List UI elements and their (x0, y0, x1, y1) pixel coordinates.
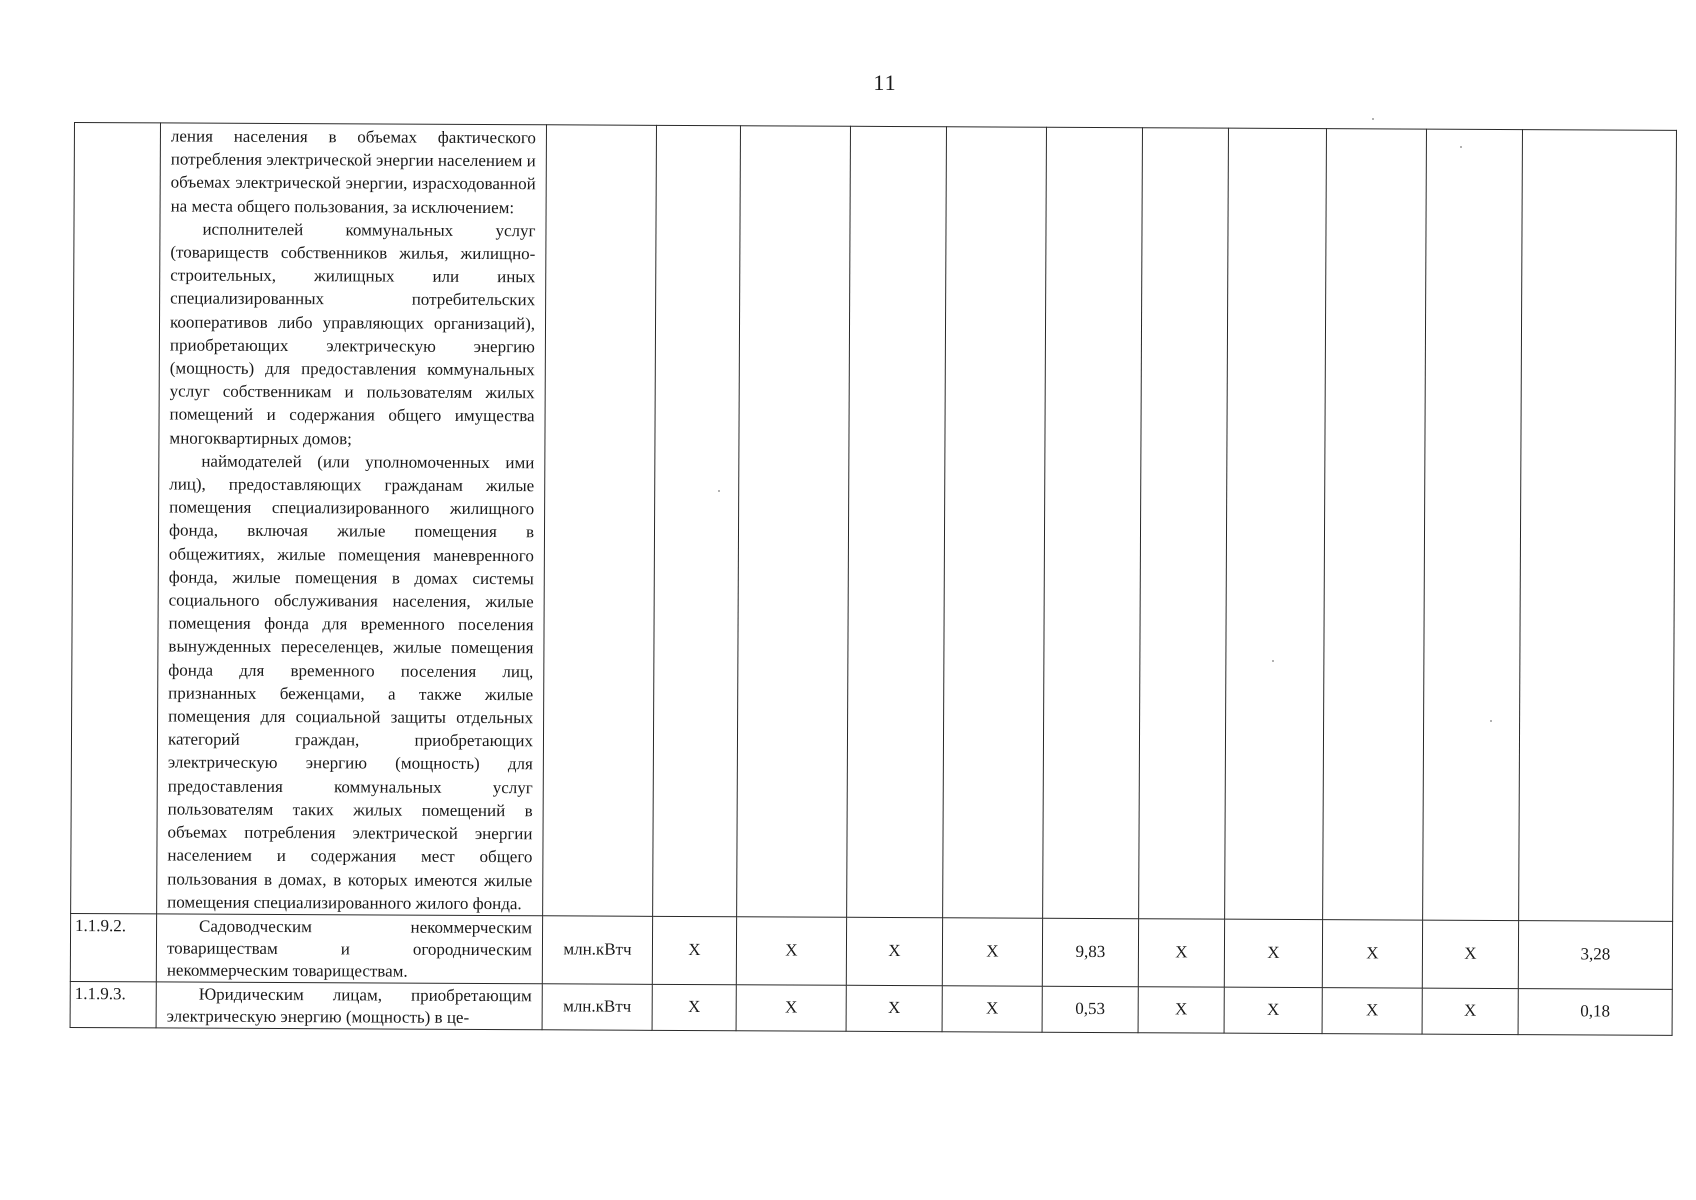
value-cell: 0,53 (1042, 986, 1138, 1032)
value-cell: X (846, 917, 942, 985)
value-cell: X (942, 918, 1042, 986)
value-cell: X (846, 985, 942, 1031)
value-cell (653, 125, 741, 916)
value-cell (943, 127, 1047, 918)
unit-cell (543, 125, 657, 916)
value-cell (1043, 127, 1143, 918)
value-cell (847, 126, 947, 917)
value-cell: X (1138, 987, 1224, 1033)
value-cell (1225, 128, 1327, 919)
value-cell: X (736, 985, 846, 1032)
value-cell: X (1322, 988, 1422, 1034)
row-number-cell (71, 123, 161, 914)
value-cell: X (1224, 987, 1322, 1033)
scan-speck (718, 490, 720, 492)
scan-speck (1490, 720, 1492, 722)
row-description-cell (156, 914, 542, 984)
value-cell: X (942, 986, 1042, 1032)
value-cell (1423, 129, 1523, 920)
description-paragraph: Садоводческим некоммерческим товариществам и огородническим некоммерческим товариществам. (166, 916, 533, 981)
description-paragraph: наймодателей (или уполномоченных ими лиц), предоставляющих гражданам жилые помещения специализированного жилищного фонда, включая жилые помещения в общежитиях, жилые помещения маневренного фонда, жилые помещения в домах системы социального обслуживания населения, жилые помещения фонда для временного поселения вынужденных переселенцев, жилые помещения фонда для временного поселения лиц, признанных беженцами, а также жилые помещения для социальной защиты отдельных категорий граждан, приобретающих электрическую энергию (мощность) для предоставления коммунальных услуг пользователям таких жилых помещений в объемах потребления электрической энергии населением и содержания мест общего пользования в домах, в которых имеются жилые помещения специализированного жилого фонда. (167, 451, 535, 913)
value-cell: 3,28 (1518, 920, 1672, 989)
page-number: 11 (873, 70, 897, 95)
value-cell: X (1138, 919, 1224, 987)
value-cell (1519, 130, 1677, 922)
value-cell: X (1422, 920, 1518, 988)
table-row (70, 913, 1672, 989)
value-cell (1139, 128, 1229, 919)
description-paragraph: Юридическим лицам, приобретающим электрическую энергию (мощность) в це- (166, 984, 532, 1027)
scan-speck (1272, 660, 1274, 662)
value-cell (737, 126, 851, 917)
unit-cell: млн.кВтч (542, 984, 652, 1031)
row-number-cell: 1.1.9.2. (70, 913, 156, 981)
row-number-cell: 1.1.9.3. (70, 981, 156, 1027)
scan-speck (1460, 146, 1462, 148)
tariff-table (70, 122, 1677, 1036)
value-cell: X (736, 917, 846, 986)
table-row (70, 981, 1672, 1035)
row-description-cell (157, 123, 547, 916)
description-paragraph: ления населения в объемах фактического потребления электрической энергии населением и объемах электрической энергии, израсходованной на места общего пользования, за исключением: (170, 126, 536, 217)
value-cell: X (1224, 919, 1322, 987)
value-cell: X (652, 916, 736, 984)
value-cell: X (652, 984, 736, 1030)
value-cell: 0,18 (1518, 988, 1672, 1035)
scan-speck (1372, 118, 1374, 120)
description-paragraph: исполнителей коммунальных услуг (товариществ собственников жилья, жилищно-строительных, жилищных или иных специализированных потребительских кооперативов либо управляющих организаций), приобретающих электрическую энергию (мощность) для предоставления коммунальных услуг собственникам и пользователям жилых помещений и содержания общего имущества многоквартирных домов; (169, 219, 536, 449)
value-cell: X (1422, 988, 1518, 1034)
value-cell (1323, 129, 1427, 920)
table-row (71, 123, 1677, 922)
unit-cell: млн.кВтч (542, 916, 652, 985)
value-cell: X (1322, 920, 1422, 988)
value-cell: 9,83 (1042, 918, 1138, 986)
row-description-cell (156, 982, 542, 1030)
